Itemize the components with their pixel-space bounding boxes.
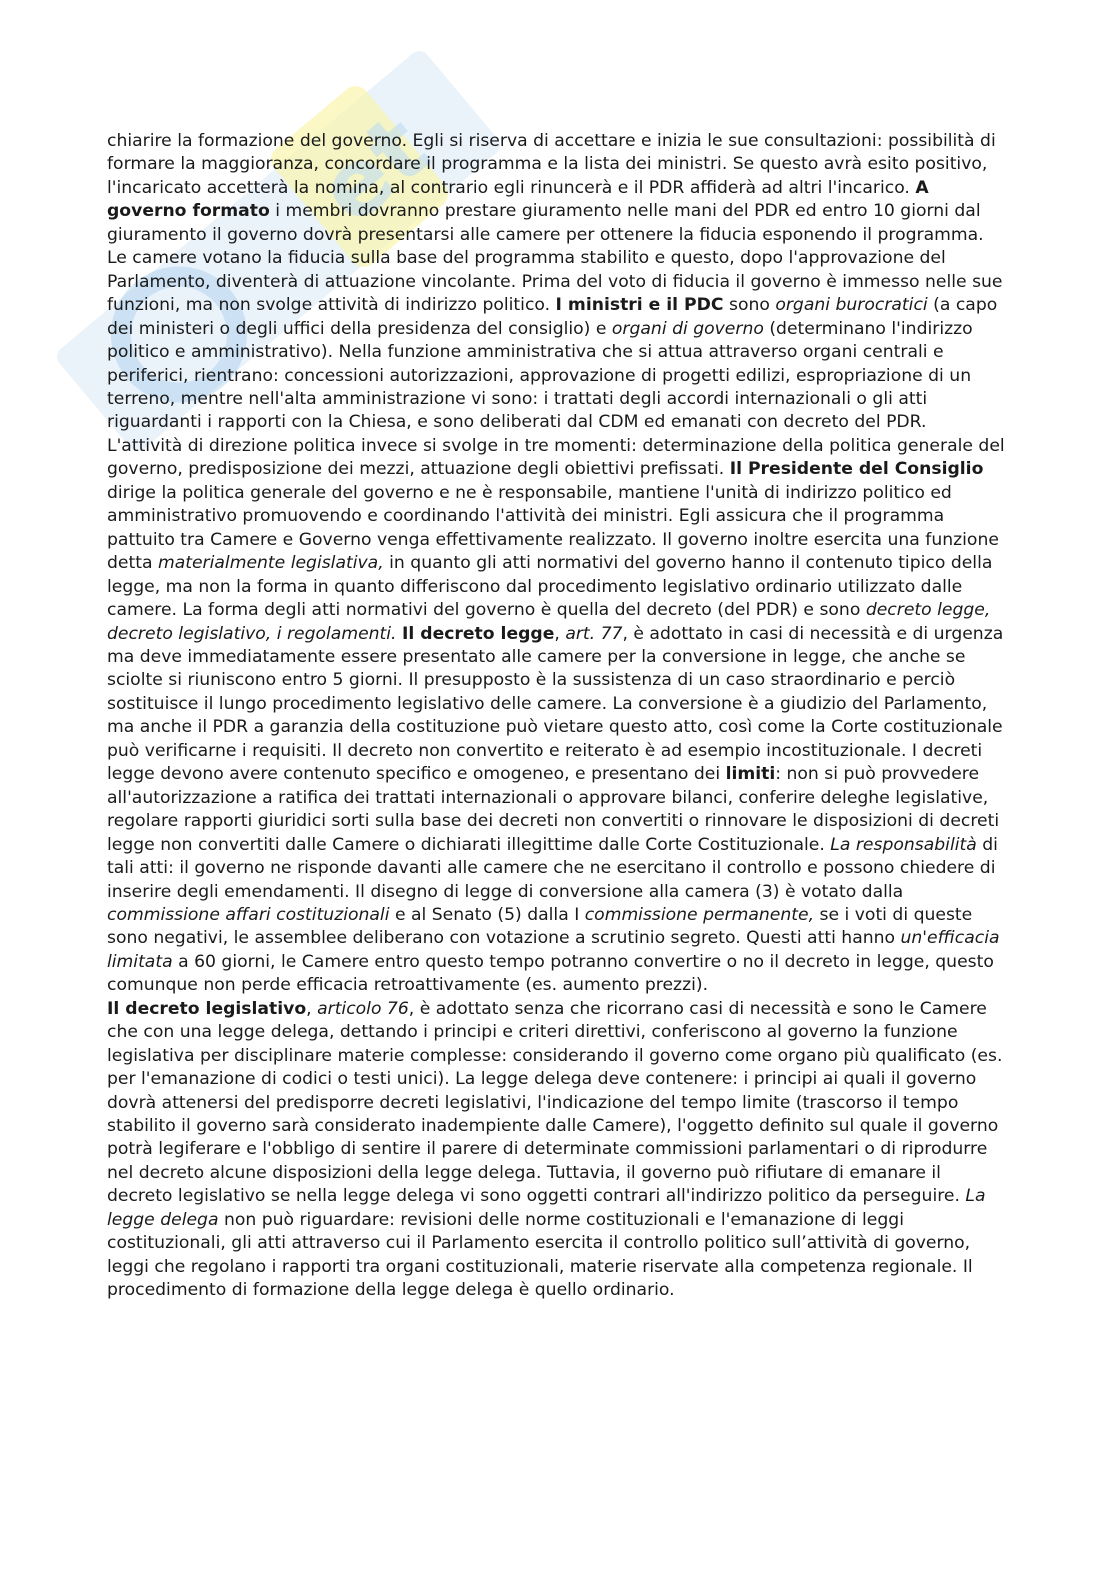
bold-term: Il decreto legislativo [107,998,307,1019]
text-run: sono [723,295,776,316]
document-body [107,130,1007,1303]
text-run: a 60 giorni, le Camere entro questo tempo potranno convertire o no il decreto in legge, questo comunque non perde efficacia retroattivamente (es. aumento prezzi). [107,951,994,996]
text-run: , [306,998,318,1019]
bold-term: A governo formato [107,177,929,222]
text-run: , è adottato senza che ricorrano casi di necessità e sono le Camere che con una legge delega, dettando i principi e criteri direttivi, conferiscono al governo la funzione legislativa per disciplinare materie complesse: considerando il governo come organo più qualificato (es. per l'emanazione di codici o testi unici). La legge delega deve contenere: i principi ai quali il governo dovrà attenersi del predisporre decreti legislativi, l'indicazione del tempo limite (trascorso il tempo stabilito il governo sarà considerato inadempiente dalle Camere), l'oggetto definito sul quale il governo potrà legiferare e l'obbligo di sentire il parere di determinate commissioni parlamentari o di riprodurre nel decreto alcune disposizioni della legge delega. Tuttavia, il governo può rifiutare di emanare il decreto legislativo se nella legge delega vi sono oggetti contrari all'indirizzo politico da perseguire. [107,998,1003,1207]
italic-term: un'efficacia limitata [107,928,1000,972]
text-run: di tali atti: il governo ne risponde davanti alle camere che ne esercitano il controllo e possono chiedere di inserire degli emendamenti. Il disegno di legge di conversione alla camera (3) è votato dalla [107,834,998,902]
paragraph [107,130,1007,998]
italic-term: articolo 76 [317,998,409,1019]
italic-term: La legge delega [107,1186,986,1230]
bold-term: limiti [725,764,776,785]
text-run: i membri dovranno prestare giuramento nelle mani del PDR ed entro 10 giorni dal giuramento il governo dovrà presentarsi alle camere per ottenere la fiducia esponendo il programma. Le camere votano la fiducia sulla base del programma stabilito e questo, dopo l'approvazione del Parlamento, diventerà di attuazione vincolante. Prima del voto di fiducia il governo è immesso nelle sue funzioni, ma non svolge attività di indirizzo politico. [107,201,1003,316]
text-run: in quanto gli atti normativi del governo hanno il contenuto tipico della legge, ma non la forma in quanto differiscono dal procedimento legislativo ordinario utilizzato dalle camere. La forma degli atti normativi del governo è quella del decreto (del PDR) e sono [107,553,993,621]
text-run: , [554,623,566,644]
bold-term: I ministri e il PDC [555,295,724,316]
text-run: dirige la politica generale del governo e ne è responsabile, mantiene l'unità di indirizzo politico ed amministrativo promuovendo e coordinando l'attività dei ministri. Egli assicura che il programma pattuito tra Camere e Governo venga effettivamente realizzato. Il governo inoltre esercita una funzione detta [107,482,999,574]
text-run: , è adottato in casi di necessità e di urgenza ma deve immediatamente essere presentato alle camere per la conversione in legge, che anche se sciolte si riuniscono entro 5 giorni. Il presupposto è la sussistenza di un caso straordinario e perciò sostituisce il lungo procedimento legislativo delle camere. La conversione è a giudizio del Parlamento, ma anche il PDR a garanzia della costituzione può vietare questo atto, così come la Corte costituzionale può verificarne i requisiti. Il decreto non convertito e reiterato è ad esempio incostituzionale. I decreti legge devono avere contenuto specifico e omogeneo, e presentano dei [107,623,1004,785]
italic-term: commissione affari costituzionali [107,904,390,925]
italic-term: commissione permanente, [584,904,815,925]
text-run: (a capo dei ministeri o degli uffici della presidenza del consiglio) e [107,295,998,339]
text-run: e al Senato (5) dalla I [389,904,585,925]
italic-term: La responsabilità [830,834,977,855]
italic-term: art. 77 [565,623,623,644]
watermark-text: et [298,94,449,245]
italic-term: decreto legge, decreto legislativo, i regolamenti. [107,600,991,644]
bold-term: Il Presidente del Consiglio [729,459,984,480]
bold-term: Il decreto legge [402,623,555,644]
text-run: : non si può provvedere all'autorizzazione a ratifica dei trattati internazionali o approvare bilanci, conferire deleghe legislative, regolare rapporti giuridici sorti sulla base dei decreti non convertiti o rinnovare le disposizioni di decreti legge non convertiti dalle Camere o dichiarati illegittime dalle Corte Costituzionale. [107,764,1000,855]
italic-term: organi burocratici [775,295,928,316]
paragraph [107,998,1007,1303]
text-run: non può riguardare: revisioni delle norme costituzionali e l'emanazione di leggi costituzionali, gli atti attraverso cui il Parlamento esercita il controllo politico sull’attività di governo, leggi che regolano i rapporti tra organi costituzionali, materie riservate alla competenza regionale. Il procedimento di formazione della legge delega è quello ordinario. [107,1209,973,1301]
italic-term: materialmente legislativa, [157,553,384,574]
text-run: chiarire la formazione del governo. Egli si riserva di accettare e inizia le sue consultazioni: possibilità di formare la maggioranza, concordare il programma e la lista dei ministri. Se questo avrà esito positivo, l'incaricato accetterà la nomina, al contrario egli rinuncerà e il PDR affiderà ad altri l'incarico. [107,131,996,198]
text-run: se i voti di queste sono negativi, le assemblee deliberano con votazione a scrutinio segreto. Questi atti hanno [107,904,973,949]
italic-term: organi di governo [611,318,764,339]
text-run: (determinano l'indirizzo politico e amministrativo). Nella funzione amministrativa che si attua attraverso organi centrali e periferici, rientrano: concessioni autorizzazioni, approvazione di progetti edilizi, espropriazione di un terreno, mentre nell'alta amministrazione vi sono: i trattati degli accordi internazionali o gli atti riguardanti i rapporti con la Chiesa, e sono deliberati dal CDM ed emanati con decreto del PDR. L'attività di direzione politica invece si svolge in tre momenti: determinazione della politica generale del governo, predisposizione dei mezzi, attuazione degli obiettivi prefissati. [107,318,1005,480]
